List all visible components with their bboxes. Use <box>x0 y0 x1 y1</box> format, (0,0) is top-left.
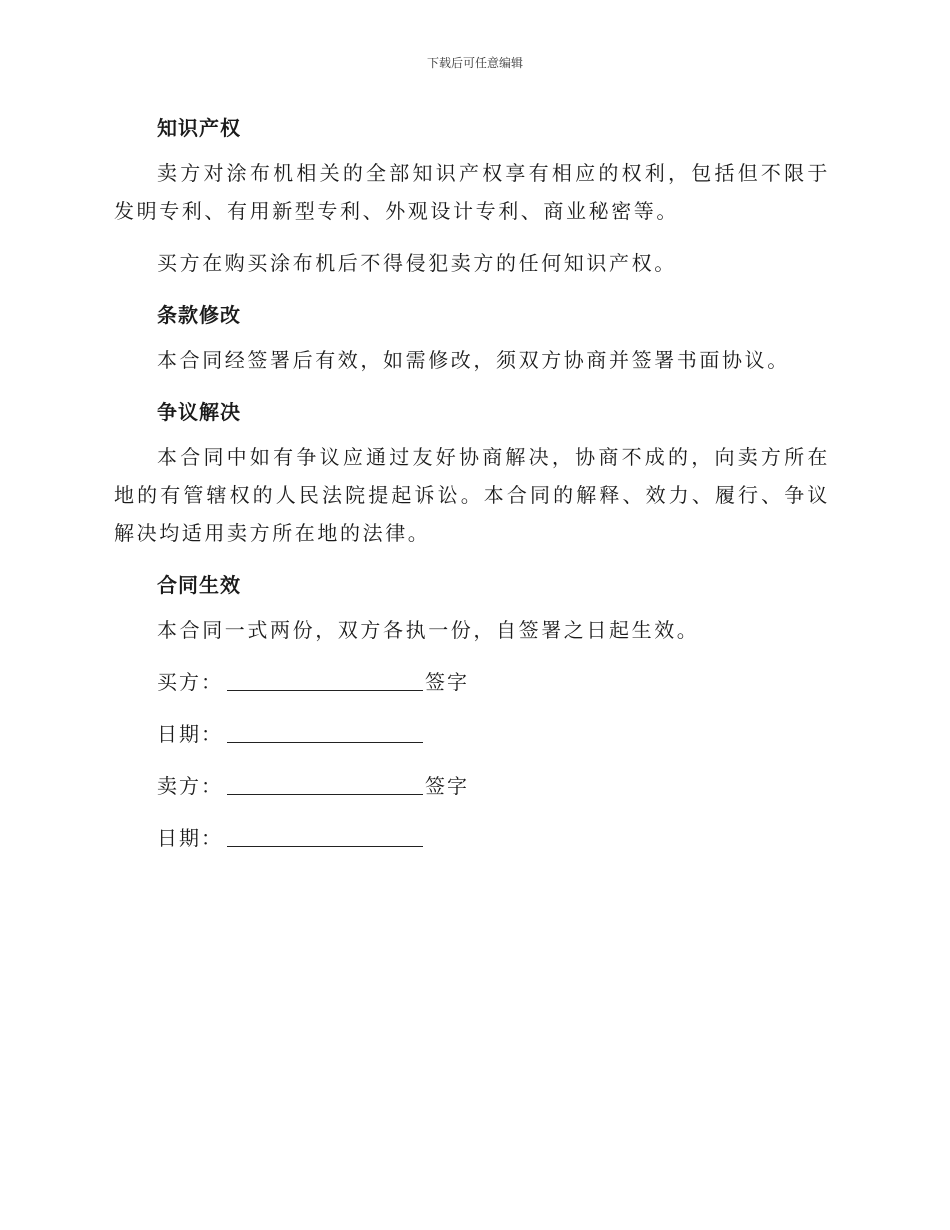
paragraph-ip-no-infringe: 买方在购买涂布机后不得侵犯卖方的任何知识产权。 <box>157 251 677 275</box>
paragraph-ip-rights: 卖方对涂布机相关的全部知识产权享有相应的权利，包括但不限于发明专利、有用新型专利、外观设计专利、商业秘密等。 <box>114 161 830 223</box>
contract-body <box>114 109 830 857</box>
seller-sign-suffix: 签字 <box>425 774 469 798</box>
buyer-sign-suffix: 签字 <box>425 670 469 694</box>
buyer-signature-blank[interactable] <box>227 668 423 691</box>
section-heading-effective: 合同生效 <box>157 573 241 597</box>
buyer-signature-line <box>114 663 830 701</box>
section-heading-amendment: 条款修改 <box>157 303 241 327</box>
seller-date-label: 日期： <box>157 826 223 850</box>
buyer-date-blank[interactable] <box>227 720 423 743</box>
buyer-label: 买方： <box>157 670 223 694</box>
section-heading-dispute: 争议解决 <box>157 400 241 424</box>
section-heading-ip: 知识产权 <box>157 116 241 140</box>
seller-date-line <box>114 819 830 857</box>
buyer-date-line <box>114 715 830 753</box>
paragraph-effective: 本合同一式两份，双方各执一份，自签署之日起生效。 <box>157 618 700 642</box>
paragraph-dispute: 本合同中如有争议应通过友好协商解决，协商不成的，向卖方所在地的有管辖权的人民法院提起诉讼。本合同的解释、效力、履行、争议解决均适用卖方所在地的法律。 <box>114 445 830 545</box>
buyer-date-label: 日期： <box>157 722 223 746</box>
seller-signature-blank[interactable] <box>227 772 423 795</box>
paragraph-amendment: 本合同经签署后有效，如需修改，须双方协商并签署书面协议。 <box>157 348 790 372</box>
seller-signature-line <box>114 767 830 805</box>
seller-date-blank[interactable] <box>227 824 423 847</box>
page-header-note: 下载后可任意编辑 <box>426 56 523 70</box>
seller-label: 卖方： <box>157 774 223 798</box>
